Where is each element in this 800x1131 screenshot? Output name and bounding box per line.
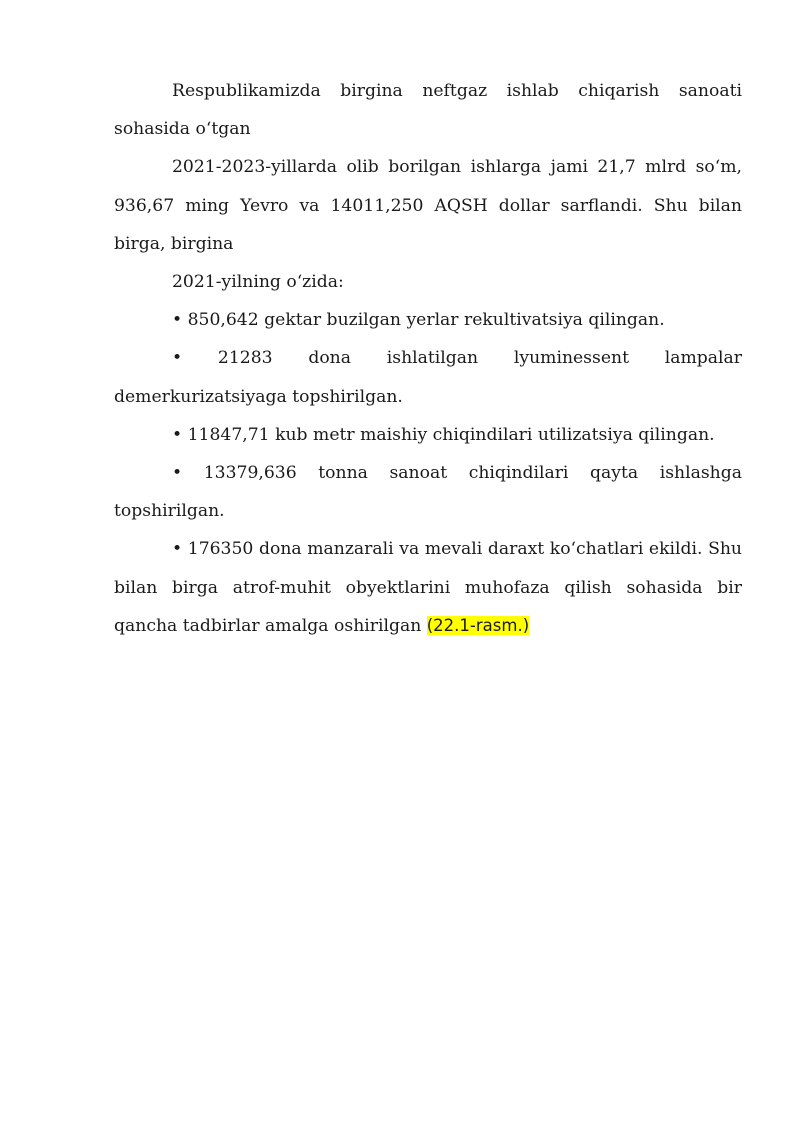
bullet-recultivation: • 850,642 gektar buzilgan yerlar rekultivatsiya qilingan. [172, 310, 665, 331]
bullet-lamps: • 21283 dona ishlatilgan lyuminessent lampalar demerkurizatsiyaga topshirilgan. [114, 348, 742, 407]
bullet-saplings [114, 530, 742, 645]
bullet-saplings-text: • 176350 dona manzarali va mevali daraxt ko‘chatlari ekildi. Shu bilan birga atrof-muhit obyektlarini muhofaza qilish sohasida bir qancha tadbirlar amalga oshirilgan [114, 539, 742, 636]
bullet-household-waste: • 11847,71 kub metr maishiy chiqindilari utilizatsiya qilingan. [172, 424, 715, 445]
figure-reference: (22.1-rasm.) [426, 615, 530, 635]
paragraph-intro: Respublikamizda birgina neftgaz ishlab chiqarish sanoati sohasida o‘tgan [114, 81, 742, 140]
document-body [114, 72, 742, 645]
paragraph-year-2021: 2021-yilning o‘zida: [172, 272, 344, 293]
bullet-industrial-waste: • 13379,636 tonna sanoat chiqindilari qayta ishlashga topshirilgan. [114, 463, 742, 522]
paragraph-expenses: 2021-2023-yillarda olib borilgan ishlarga jami 21,7 mlrd so‘m, 936,67 ming Yevro va 14011,250 AQSH dollar sarflandi. Shu bilan birga, birgina [114, 157, 742, 254]
